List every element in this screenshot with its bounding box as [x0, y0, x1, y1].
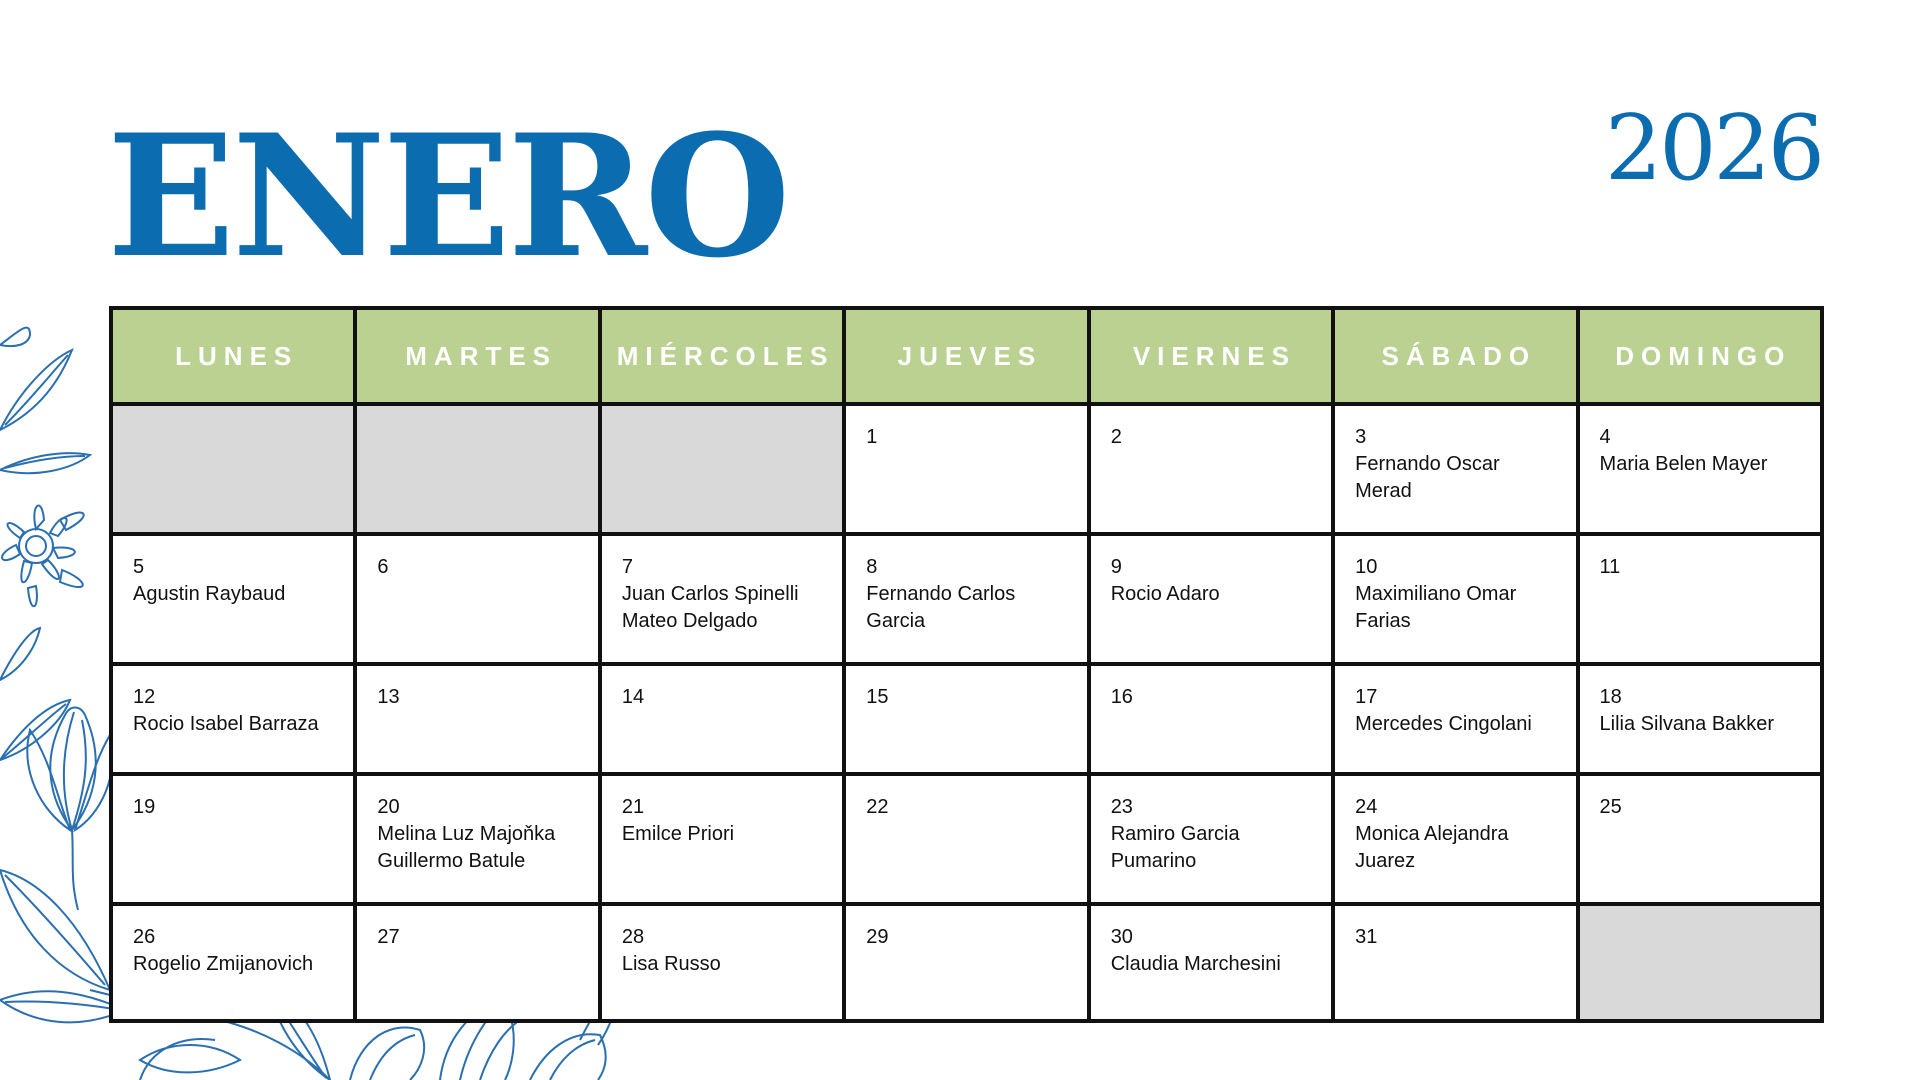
day-cell [1333, 664, 1577, 774]
day-cell [1089, 664, 1333, 774]
day-cell [355, 664, 599, 774]
day-cell [600, 774, 844, 904]
day-cell [1333, 404, 1577, 534]
birthday-names: Melina Luz Majoňka Guillermo Batule [377, 823, 556, 872]
day-number: 8 [866, 556, 878, 578]
weekday-tuesday: MARTES [355, 308, 599, 404]
year-title: 2026 [1604, 96, 1822, 201]
day-cell [600, 534, 844, 664]
weekday-wednesday: MIÉRCOLES [600, 308, 844, 404]
day-number: 31 [1355, 926, 1378, 948]
day-number: 2 [1110, 426, 1122, 448]
day-cell [1089, 774, 1333, 904]
day-number: 7 [621, 556, 633, 578]
birthday-names: Rocio Isabel Barraza [133, 713, 319, 735]
day-number: 13 [377, 686, 400, 708]
day-cell [844, 404, 1088, 534]
week-row [111, 404, 1822, 534]
day-cell [111, 534, 355, 664]
day-cell [355, 774, 599, 904]
birthday-names: Maria Belen Mayer [1599, 453, 1768, 475]
day-cell [844, 774, 1088, 904]
day-number: 15 [866, 686, 889, 708]
birthday-names: Ramiro Garcia Pumarino [1110, 823, 1240, 872]
weekday-monday: LUNES [111, 308, 355, 404]
calendar-grid [109, 306, 1824, 1023]
day-number: 25 [1599, 796, 1622, 818]
day-number: 3 [1355, 426, 1367, 448]
birthday-names: Rogelio Zmijanovich [133, 953, 314, 975]
day-cell [1578, 774, 1822, 904]
day-cell [1333, 904, 1577, 1021]
day-number: 22 [866, 796, 889, 818]
day-cell [111, 664, 355, 774]
birthday-names: Claudia Marchesini [1110, 953, 1281, 975]
day-number: 14 [621, 686, 645, 708]
day-cell [1578, 534, 1822, 664]
day-cell [1089, 404, 1333, 534]
birthday-names: Lilia Silvana Bakker [1599, 713, 1775, 735]
birthday-names: Maximiliano Omar Farias [1355, 583, 1517, 632]
day-cell [1089, 904, 1333, 1021]
month-title: ENERO [107, 97, 788, 295]
day-number: 11 [1599, 556, 1621, 578]
day-number: 4 [1599, 426, 1611, 448]
day-number: 10 [1355, 556, 1378, 578]
day-number: 18 [1599, 686, 1622, 708]
day-number: 9 [1110, 556, 1122, 578]
birthday-names: Emilce Priori [621, 823, 735, 845]
day-number: 12 [133, 686, 156, 708]
day-cell [111, 904, 355, 1021]
week-row [111, 904, 1822, 1021]
birthday-names: Fernando Oscar Merad [1355, 453, 1500, 502]
day-number: 1 [866, 426, 878, 448]
weekday-saturday: SÁBADO [1333, 308, 1577, 404]
day-number: 24 [1355, 796, 1378, 818]
day-cell [844, 664, 1088, 774]
day-cell [600, 904, 844, 1021]
birthday-names: Agustin Raybaud [133, 583, 286, 605]
day-number: 30 [1110, 926, 1133, 948]
empty-day-cell [1578, 904, 1822, 1021]
day-number: 19 [133, 796, 156, 818]
birthday-names: Monica Alejandra Juarez [1355, 823, 1509, 872]
day-cell [844, 534, 1088, 664]
day-number: 5 [133, 556, 145, 578]
day-cell [1333, 534, 1577, 664]
weekday-header-row [111, 308, 1822, 404]
day-cell [600, 664, 844, 774]
birthday-names: Mercedes Cingolani [1355, 713, 1532, 735]
empty-day-cell [355, 404, 599, 534]
day-cell [1578, 404, 1822, 534]
weekday-thursday: JUEVES [844, 308, 1088, 404]
day-cell [1578, 664, 1822, 774]
week-row [111, 534, 1822, 664]
day-number: 29 [866, 926, 889, 948]
week-row [111, 774, 1822, 904]
day-cell [844, 904, 1088, 1021]
birthday-names: Rocio Adaro [1110, 583, 1220, 605]
day-cell [111, 774, 355, 904]
birthday-names: Lisa Russo [621, 953, 721, 975]
day-number: 28 [621, 926, 645, 948]
weekday-sunday: DOMINGO [1578, 308, 1822, 404]
day-number: 27 [377, 926, 400, 948]
empty-day-cell [600, 404, 844, 534]
day-cell [355, 534, 599, 664]
day-cell [355, 904, 599, 1021]
day-cell [1089, 534, 1333, 664]
day-number: 17 [1355, 686, 1378, 708]
day-number: 21 [621, 796, 645, 818]
day-number: 26 [133, 926, 156, 948]
week-row [111, 664, 1822, 774]
day-number: 20 [377, 796, 400, 818]
day-cell [1333, 774, 1577, 904]
empty-day-cell [111, 404, 355, 534]
day-number: 6 [377, 556, 389, 578]
weekday-friday: VIERNES [1089, 308, 1333, 404]
birthday-names: Fernando Carlos Garcia [866, 583, 1016, 632]
day-number: 23 [1110, 796, 1133, 818]
birthday-names: Juan Carlos Spinelli Mateo Delgado [621, 583, 799, 632]
day-number: 16 [1110, 686, 1133, 708]
